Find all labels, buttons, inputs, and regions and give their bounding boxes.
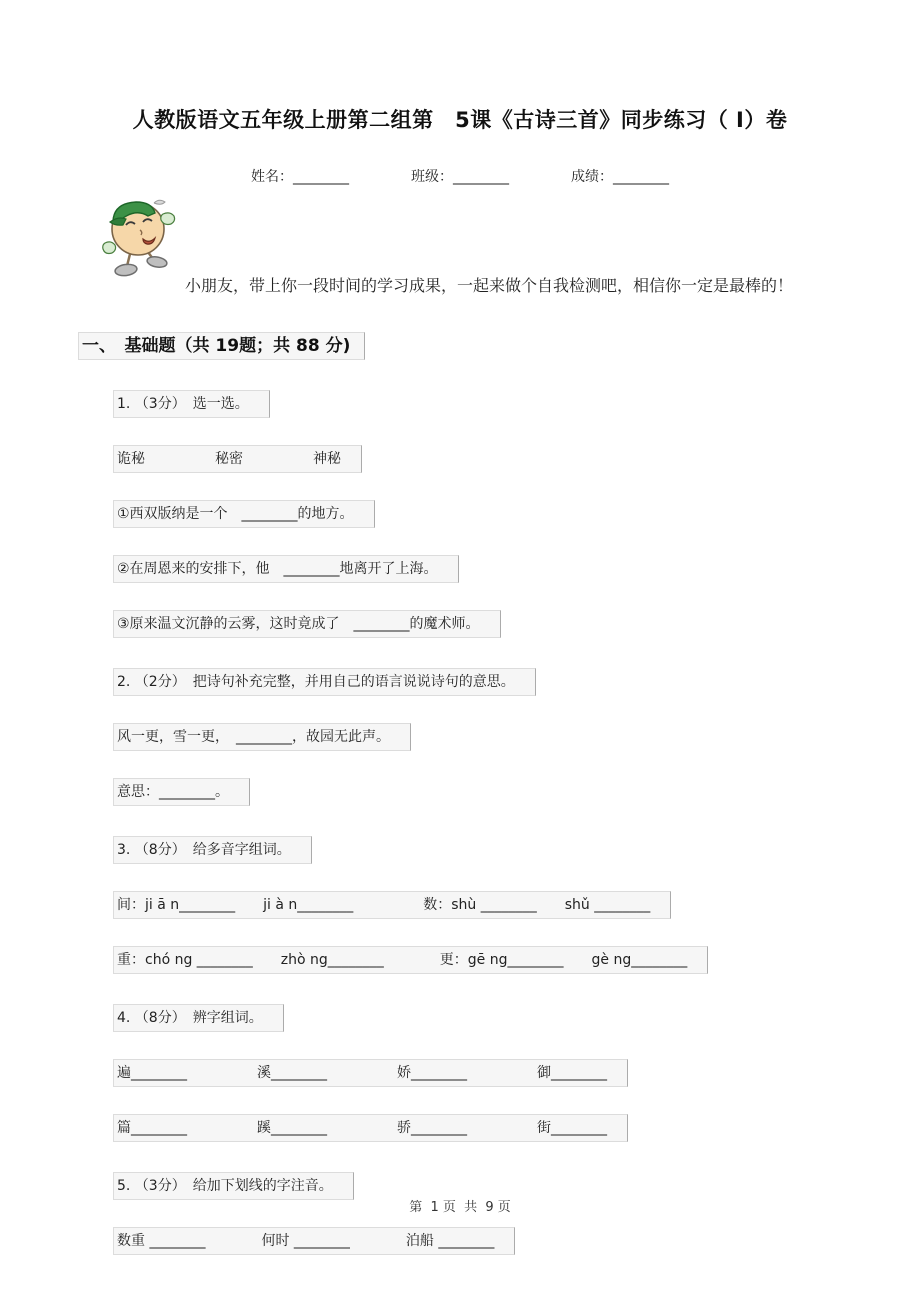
document-title: 人教版语文五年级上册第二组第 5课《古诗三首》同步练习（ Ⅰ）卷: [132, 108, 788, 132]
class-field: 班级：________: [411, 169, 509, 185]
question-2: [0, 668, 920, 806]
question-1-header: 1. （3分） 选一选。: [113, 390, 270, 418]
score-field: 成绩：________: [571, 169, 669, 185]
question-1-options: 诡秘 秘密 神秘: [113, 445, 362, 473]
section-heading-text: 一、 基础题（共 19题；共 88 分): [78, 332, 365, 360]
question-4: [0, 1004, 920, 1142]
question-5-header: 5. （3分） 给加下划线的字注音。: [113, 1172, 354, 1200]
question-1: [0, 390, 920, 638]
intro-text: 小朋友，带上你一段时间的学习成果，一起来做个自我检测吧，相信你一定是最棒的！: [185, 276, 794, 295]
question-2-poem-line: 风一更，雪一更， ________，故园无此声。: [113, 723, 411, 751]
question-1-blank-line-3: ③原来温文沉静的云雾，这时竟成了 ________的魔术师。: [113, 610, 501, 638]
question-5-word-row: 数重 ________ 何时 ________ 泊船 ________: [113, 1227, 515, 1255]
question-3-header: 3. （8分） 给多音字组词。: [113, 836, 312, 864]
question-3-pinyin-row-2: 重：chó ng ________ zhò ng________ 更：gē ng________ gè ng________: [113, 946, 708, 974]
question-4-char-row-2: 篇________ 蹊________ 骄________ 街________: [113, 1114, 628, 1142]
question-3-pinyin-row-1: 间：ji ā n________ ji à n________ 数：shù ________ shǔ ________: [113, 891, 671, 919]
question-4-char-row-1: 遍________ 溪________ 娇________ 御________: [113, 1059, 628, 1087]
question-4-header: 4. （8分） 辨字组词。: [113, 1004, 284, 1032]
question-2-header: 2. （2分） 把诗句补充完整，并用自己的语言说说诗句的意思。: [113, 668, 536, 696]
question-3: [0, 836, 920, 974]
student-info-row: [0, 166, 920, 186]
walking-boy-mascot-icon: [96, 190, 182, 280]
section-heading: [78, 332, 920, 360]
name-field: 姓名：________: [251, 169, 349, 185]
question-2-meaning-line: 意思：________。: [113, 778, 250, 806]
question-1-blank-line-1: ①西双版纳是一个 ________的地方。: [113, 500, 375, 528]
page-footer: 第 1 页 共 9 页: [409, 1200, 511, 1215]
question-1-blank-line-2: ②在周恩来的安排下，他 ________地离开了上海。: [113, 555, 459, 583]
